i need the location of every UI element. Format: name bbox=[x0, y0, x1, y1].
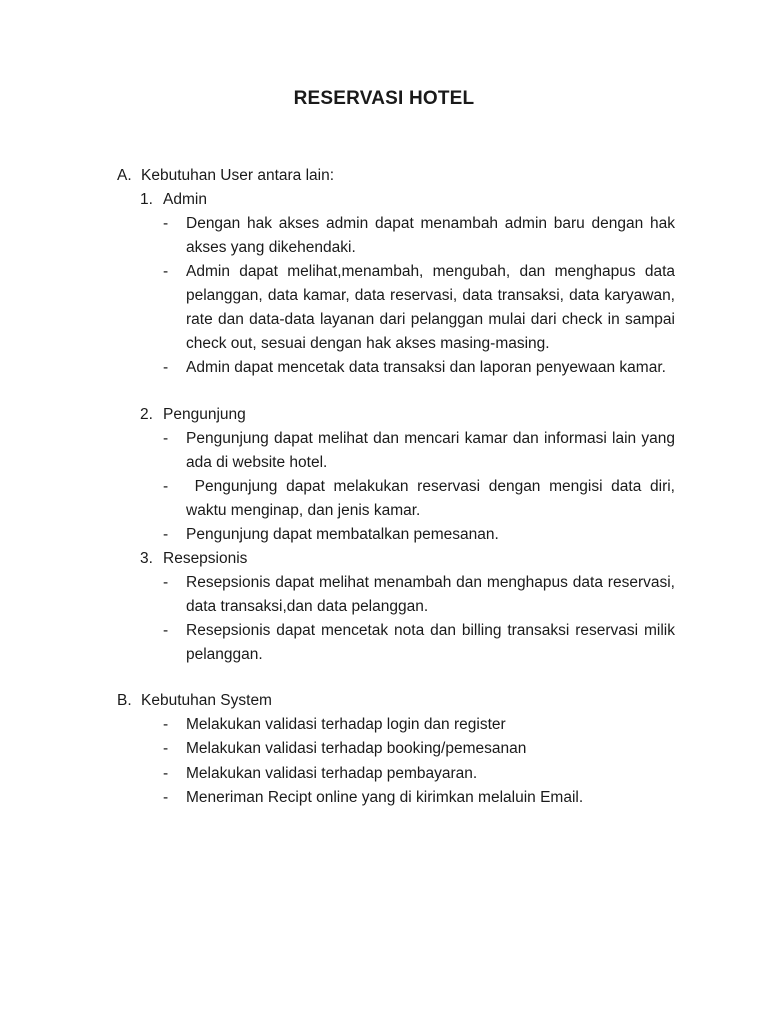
list-item: Admin dapat melihat,menambah, mengubah, dan menghapus data pelanggan, data kamar, data reservasi, data transaksi, data karyawan, rate dan data-data layanan dari pelanggan mulai dari check in sampai check out, sesuai dengan hak akses masing-masing. bbox=[186, 263, 675, 352]
section-b-heading: Kebutuhan System bbox=[141, 692, 272, 709]
bullet-dash: - bbox=[163, 740, 169, 757]
bullet-dash: - bbox=[163, 430, 169, 447]
bullet-dash: - bbox=[163, 574, 169, 591]
bullet-dash: - bbox=[163, 359, 169, 376]
group-admin-marker: 1. bbox=[140, 191, 153, 208]
list-item: Meneriman Recipt online yang di kirimkan melaluin Email. bbox=[186, 789, 584, 806]
bullet-dash: - bbox=[163, 622, 169, 639]
list-item: Melakukan validasi terhadap pembayaran. bbox=[186, 765, 478, 782]
bullet-dash: - bbox=[163, 215, 169, 232]
bullet-dash: - bbox=[163, 263, 169, 280]
list-item: Melakukan validasi terhadap booking/pemesanan bbox=[186, 740, 527, 757]
list-item: Resepsionis dapat mencetak nota dan billing transaksi reservasi milik pelanggan. bbox=[186, 622, 675, 663]
bullet-dash: - bbox=[163, 478, 169, 495]
group-admin-label: Admin bbox=[163, 191, 207, 208]
list-item: Pengunjung dapat melakukan reservasi dengan mengisi data diri, waktu menginap, dan jenis kamar. bbox=[186, 478, 680, 519]
bullet-dash: - bbox=[163, 789, 169, 806]
group-pengunjung-label: Pengunjung bbox=[163, 406, 246, 423]
list-item: Pengunjung dapat melihat dan mencari kamar dan informasi lain yang ada di website hotel. bbox=[186, 430, 675, 471]
group-pengunjung-marker: 2. bbox=[140, 406, 153, 423]
bullet-dash: - bbox=[163, 526, 169, 543]
list-item: Melakukan validasi terhadap login dan register bbox=[186, 716, 506, 733]
group-resepsionis-marker: 3. bbox=[140, 550, 153, 567]
group-resepsionis-label: Resepsionis bbox=[163, 550, 248, 567]
section-a-marker: A. bbox=[117, 167, 132, 184]
bullet-dash: - bbox=[163, 765, 169, 782]
section-a-heading: Kebutuhan User antara lain: bbox=[141, 167, 335, 184]
page-title: RESERVASI HOTEL bbox=[293, 88, 475, 109]
bullet-dash: - bbox=[163, 716, 169, 733]
list-item: Dengan hak akses admin dapat menambah admin baru dengan hak akses yang dikehendaki. bbox=[186, 215, 675, 256]
list-item: Admin dapat mencetak data transaksi dan laporan penyewaan kamar. bbox=[186, 359, 666, 376]
list-item: Resepsionis dapat melihat menambah dan menghapus data reservasi, data transaksi,dan data pelanggan. bbox=[186, 574, 675, 615]
list-item: Pengunjung dapat membatalkan pemesanan. bbox=[186, 526, 499, 543]
section-b-marker: B. bbox=[117, 692, 132, 709]
